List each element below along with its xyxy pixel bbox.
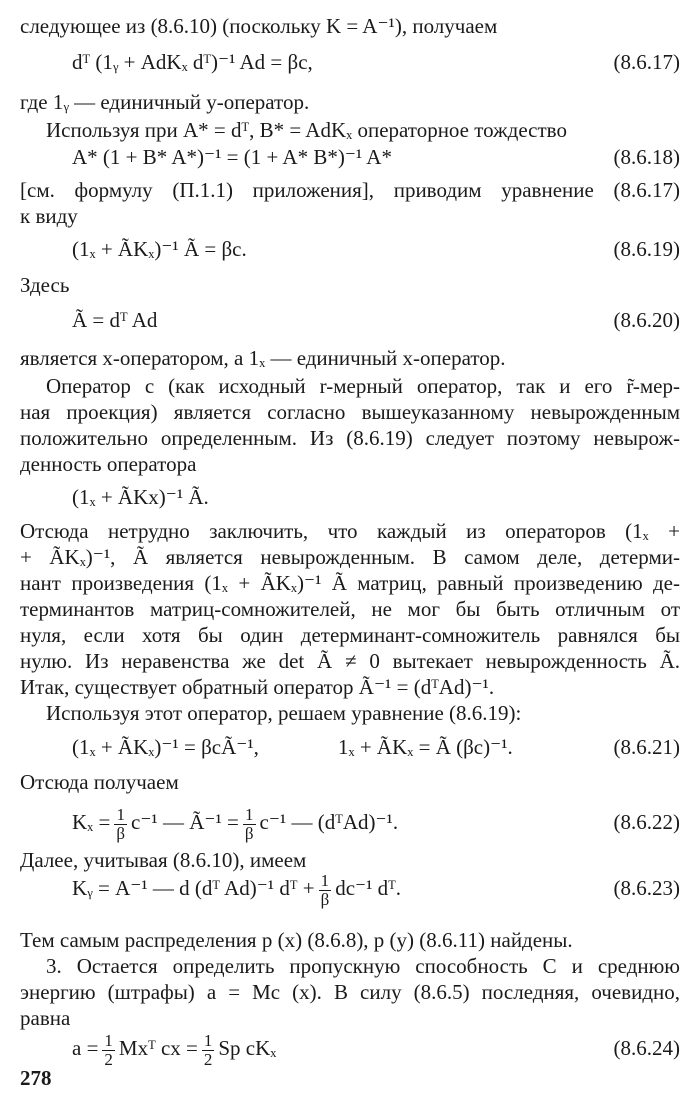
equation-number: (8.6.19) [613, 237, 680, 261]
equation-number: (8.6.23) [613, 876, 680, 900]
fraction [114, 806, 127, 843]
equation-body: Ã = dᵀ Ad [72, 308, 158, 332]
text-line: Используя этот оператор, решаем уравнение (8.6.19): [46, 701, 522, 725]
equation-body [72, 800, 398, 844]
text-line: Итак, существует обратный оператор Ã⁻¹ = (dᵀAd)⁻¹. [20, 675, 495, 699]
equation-number: (8.6.24) [613, 1036, 680, 1060]
equation-body: (1ₓ + ÃKₓ)⁻¹ = βcÃ⁻¹, [72, 735, 259, 759]
equation-8-6-21 [0, 733, 680, 761]
equation-lhs: a = [72, 1036, 99, 1060]
text-line: Тем самым распределения p (x) (8.6.8), p (y) (8.6.11) найдены. [20, 928, 573, 952]
fraction-numerator: 1 [104, 1030, 113, 1050]
fraction [243, 806, 256, 843]
equation-body: (1ₓ + ÃKx)⁻¹ Ã. [72, 485, 209, 509]
text-line: Здесь [20, 273, 70, 297]
equation-lhs: Kᵧ = A⁻¹ — d (dᵀ Ad)⁻¹ dᵀ + [72, 876, 315, 900]
text-line: является x-оператором, а 1ₓ — единичный x-оператор. [20, 346, 506, 370]
text-line: Оператор c (как исходный r-мерный оператор, так и его r̃-мер- [46, 374, 680, 398]
text-line: + ÃKₓ)⁻¹, Ã является невырожденным. В самом деле, детерми- [20, 545, 680, 569]
equation-body: A* (1 + B* A*)⁻¹ = (1 + A* B*)⁻¹ A* [72, 145, 392, 169]
text-line: денность оператора [20, 452, 197, 476]
fraction [202, 1032, 215, 1069]
fraction-denominator: β [116, 823, 126, 843]
text-line: положительно определенным. Из (8.6.19) следует поэтому невырож- [20, 426, 680, 450]
equation-tail: Sp cKₓ [218, 1036, 277, 1060]
text-line: следующее из (8.6.10) (поскольку K = A⁻¹), получаем [20, 14, 498, 38]
equation-body: (1ₓ + ÃKₓ)⁻¹ Ã = βc. [72, 237, 247, 261]
text-line: где 1ᵧ — единичный y-оператор. [20, 90, 310, 114]
equation-8-6-18 [0, 143, 680, 171]
equation-8-6-20 [0, 306, 680, 334]
equation-tail: dc⁻¹ dᵀ. [335, 876, 402, 900]
equation-lhs: Kₓ = [72, 810, 111, 834]
text-line: энергию (штрафы) a = Mc (x). В силу (8.6.5) последняя, очевидно, [20, 980, 680, 1004]
equation-middle: c⁻¹ — Ã⁻¹ = [131, 810, 239, 834]
equation-body [72, 1026, 276, 1070]
fraction-numerator: 1 [319, 872, 332, 891]
equation-8-6-19 [0, 235, 680, 263]
fraction-numerator: 1 [114, 806, 127, 825]
equation-8-6-23 [0, 866, 680, 910]
text-line: 3. Остается определить пропускную способность C и среднюю [46, 954, 680, 978]
text-line: Отсюда нетрудно заключить, что каждый из операторов (1ₓ + [20, 519, 680, 543]
equation-number: (8.6.22) [613, 810, 680, 834]
equation-body: dᵀ (1ᵧ + AdKₓ dᵀ)⁻¹ Ad = βc, [72, 50, 313, 74]
equation-number: (8.6.17) [613, 50, 680, 74]
equation-8-6-24 [0, 1026, 680, 1070]
equation-number: (8.6.20) [613, 308, 680, 332]
text-line: Используя при A* = dᵀ, B* = AdKₓ операторное тождество [46, 118, 567, 142]
fraction-numerator: 1 [243, 806, 256, 825]
text-line: равна [20, 1006, 71, 1030]
equation-inline [0, 483, 680, 511]
fraction-denominator: β [244, 823, 254, 843]
fraction [102, 1032, 115, 1069]
fraction-numerator: 1 [203, 1030, 213, 1050]
fraction-denominator: β [320, 889, 330, 909]
fraction [319, 872, 332, 909]
equation-middle: Mxᵀ cx = [118, 1036, 198, 1060]
fraction-denominator: 2 [104, 1049, 113, 1069]
text-line: Отсюда получаем [20, 770, 179, 794]
text-line: [см. формулу (П.1.1) приложения], приводим уравнение (8.6.17) [20, 178, 680, 202]
equation-body: 1ₓ + ÃKₓ = Ã (βc)⁻¹. [338, 735, 513, 759]
text-line: нулю. Из неравенства же det Ã ≠ 0 вытекает невырожденность Ã. [20, 649, 680, 673]
text-line: ная проекция) является согласно вышеуказанному невырожденным [20, 400, 680, 424]
text-line: Далее, учитывая (8.6.10), имеем [20, 848, 307, 872]
text-line: к виду [20, 204, 78, 228]
equation-8-6-22 [0, 800, 680, 844]
text-line: терминантов матриц-сомножителей, не мог бы быть отличным от [20, 597, 680, 621]
equation-body [72, 866, 401, 910]
fraction-denominator: 2 [203, 1049, 213, 1069]
equation-tail: c⁻¹ — (dᵀAd)⁻¹. [259, 810, 399, 834]
equation-number: (8.6.21) [613, 735, 680, 759]
equation-number: (8.6.18) [613, 145, 680, 169]
equation-8-6-17 [0, 48, 680, 76]
page-number: 278 [20, 1066, 52, 1090]
text-line: нант произведения (1ₓ + ÃKₓ)⁻¹ Ã матриц, равный произведению де- [20, 571, 680, 595]
text-line: нуля, если хотя бы один детерминант-сомножитель равнялся бы [20, 623, 680, 647]
